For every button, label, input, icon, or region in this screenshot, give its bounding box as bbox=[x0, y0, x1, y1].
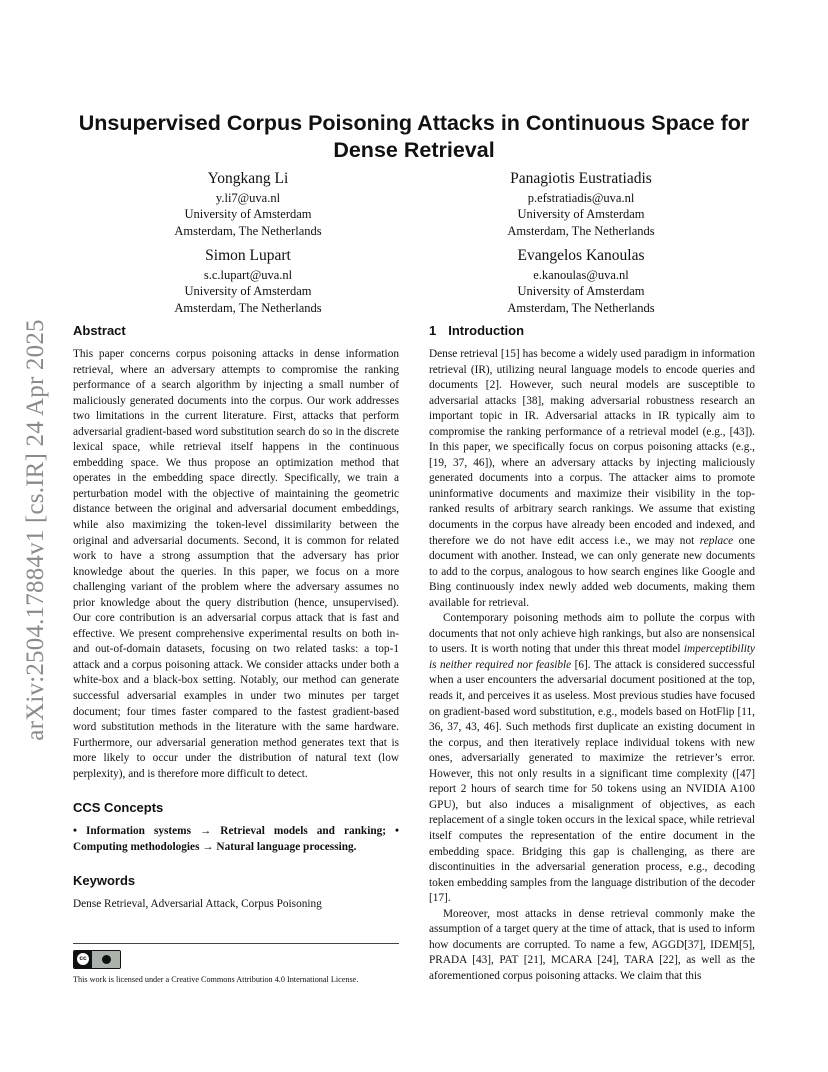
cc-by-license-badge[interactable] bbox=[73, 950, 121, 969]
author-location: Amsterdam, The Netherlands bbox=[507, 223, 655, 238]
author-block bbox=[128, 246, 368, 316]
author-email[interactable]: y.li7@uva.nl bbox=[215, 191, 281, 205]
author-name: Yongkang Li bbox=[207, 170, 289, 187]
arxiv-identifier-text: arXiv:2504.17884v1 [cs.IR] 24 Apr 2025 bbox=[22, 319, 49, 741]
cc-logo-text: cc bbox=[77, 953, 89, 965]
author-name: Simon Lupart bbox=[205, 247, 291, 264]
section-number: 1 bbox=[429, 323, 437, 338]
author-name: Evangelos Kanoulas bbox=[517, 247, 645, 264]
author-email[interactable]: s.c.lupart@uva.nl bbox=[203, 268, 293, 282]
author-location: Amsterdam, The Netherlands bbox=[174, 300, 322, 315]
keywords-text: Dense Retrieval, Adversarial Attack, Corpus Poisoning bbox=[73, 898, 322, 911]
emphasis-text: imperceptibility is neither required nor feasible bbox=[429, 643, 755, 671]
section-title: Introduction bbox=[448, 323, 525, 338]
introduction-paragraph-1: Dense retrieval [15] has become a widely used paradigm in information retrieval (IR), utilizing neural language models to encode queries and documents [2]. However, such neural models are susceptible to adversarial attacks [38], making adversarial robustness research an important topic in IR. Adversarial attacks in IR typically aim to compromise the ranking performance of a retrieval model (e.g., [43]). In this paper, we specifically focus on corpus poisoning attacks (e.g., [19, 37, 46]), where an adversary attacks by injecting maliciously generated documents into a corpus. The attacker aims to promote uninformative documents and maximize their visibility in the top-ranked results of arbitrary search rankings. We assume that existing documents in the corpus have already been encoded and indexed, and therefore we do not have edit access i.e., we may not replace one document with another. Instead, we can only generate new documents to add to the corpus, analogous to how search engines like Google and Bing continuously index newly added web documents, making them available for retrieval. bbox=[429, 348, 755, 609]
license-divider bbox=[73, 943, 399, 944]
author-affiliation: University of Amsterdam bbox=[517, 207, 645, 222]
author-name: Panagiotis Eustratiadis bbox=[510, 170, 652, 187]
right-column bbox=[429, 323, 755, 984]
author-location: Amsterdam, The Netherlands bbox=[507, 300, 655, 315]
arxiv-identifier-stamp bbox=[18, 300, 54, 760]
author-block bbox=[461, 169, 701, 239]
license-text: This work is licensed under a Creative Commons Attribution 4.0 International License. bbox=[73, 974, 359, 984]
keywords-heading: Keywords bbox=[73, 873, 136, 889]
abstract-heading: Abstract bbox=[73, 323, 126, 338]
author-email[interactable]: p.efstratiadis@uva.nl bbox=[527, 191, 635, 205]
by-attribution-icon bbox=[92, 951, 120, 968]
introduction-paragraph-2: Contemporary poisoning methods aim to pollute the corpus with documents that not only achieve high rankings, but also are nonsensical to users. It is worth noting that under this threat model imperceptibility is neither required nor feasible [6]. The attack is considered successful when a user encounters the adversarial document positioned at the top, reads it, and perceives it as useless. Most previous studies have focused on gradient-based word substitution, e.g., models based on HotFlip [11, 36, 37, 43, 46]. Such methods first duplicate an existing document in the corpus, and then iteratively replace individual tokens with new ones, adversarially generated to maximize the retriever’s error. However, this not only results in a significant time complexity ([47] report 2 hours of search time for 50 tokens using an NVIDIA A100 GPU), but also induces a misalignment of objectives, as each replacement of a single token occurs in the lexical space, while retrieval itself computes the representation of the entire document in the embedding space. Bridging this gap is challenging, as there are discontinuities in the adversarial generation process, e.g., decoding token embedding samples from the language distribution of the decoder [17]. bbox=[429, 612, 755, 905]
author-location: Amsterdam, The Netherlands bbox=[174, 223, 322, 238]
cc-logo-icon bbox=[74, 951, 92, 968]
author-affiliation: University of Amsterdam bbox=[517, 284, 645, 299]
emphasis-text: replace bbox=[699, 534, 734, 547]
introduction-paragraph-3: Moreover, most attacks in dense retrieval commonly make the assumption of a target query at the time of attack, that is used to inform how documents are corrupted. To name a few, AGGD[37], IDEM[5], PRADA [43], PAT [21], MCARA [24], TARA [22], as well as the aforementioned corpus poisoning attacks. We claim that this bbox=[429, 907, 755, 982]
left-column bbox=[73, 323, 399, 985]
introduction-heading bbox=[429, 323, 755, 339]
ccs-concepts-text: • Information systems → Retrieval models and ranking; • Computing methodologies → Natural language processing. bbox=[73, 825, 399, 853]
abstract-text: This paper concerns corpus poisoning attacks in dense information retrieval, where an adversary attempts to compromise the ranking performance of a search algorithm by injecting a small number of maliciously generated documents into the corpus. Our work addresses two limitations in the current literature. First, attacks that perform adversarial gradient-based word substitution search do so in the discrete lexical space, while retrieval itself happens in the continuous embedding space. We thus propose an optimization method that operates in the embedding space directly. Specifically, we train a perturbation model with the objective of maintaining the geometric distance between the original and adversarial document embeddings, while also maximizing the token-level dissimilarity between the original and adversarial documents. Second, it is common for related work to have a strong assumption that the adversary has prior knowledge about the queries. In this paper, we focus on a more challenging variant of the problem where the adversary assumes no prior knowledge about the query distribution (hence, unsupervised). Our core contribution is an adversarial corpus attack that is fast and effective. We present comprehensive experimental results on both in- and out-of-domain datasets, focusing on two related tasks: a top-1 attack and a corpus poisoning attack. We consider attacks under both a white-box and a black-box setting. Notably, our method can generate successful adversarial examples in under two minutes per target document; four times faster compared to the fastest gradient-based word substitution methods in the literature with the same hardware. Furthermore, our adversarial generation method generates text that is more likely to occur under the distribution of natural text (low perplexity), and is therefore more difficult to detect. bbox=[73, 348, 399, 780]
paper-title: Unsupervised Corpus Poisoning Attacks in Continuous Space for Dense Retrieval bbox=[78, 111, 750, 162]
author-affiliation: University of Amsterdam bbox=[184, 207, 312, 222]
ccs-heading: CCS Concepts bbox=[73, 800, 164, 816]
author-affiliation: University of Amsterdam bbox=[184, 284, 312, 299]
author-block bbox=[128, 169, 368, 239]
author-email[interactable]: e.kanoulas@uva.nl bbox=[533, 268, 629, 282]
author-block bbox=[461, 246, 701, 316]
